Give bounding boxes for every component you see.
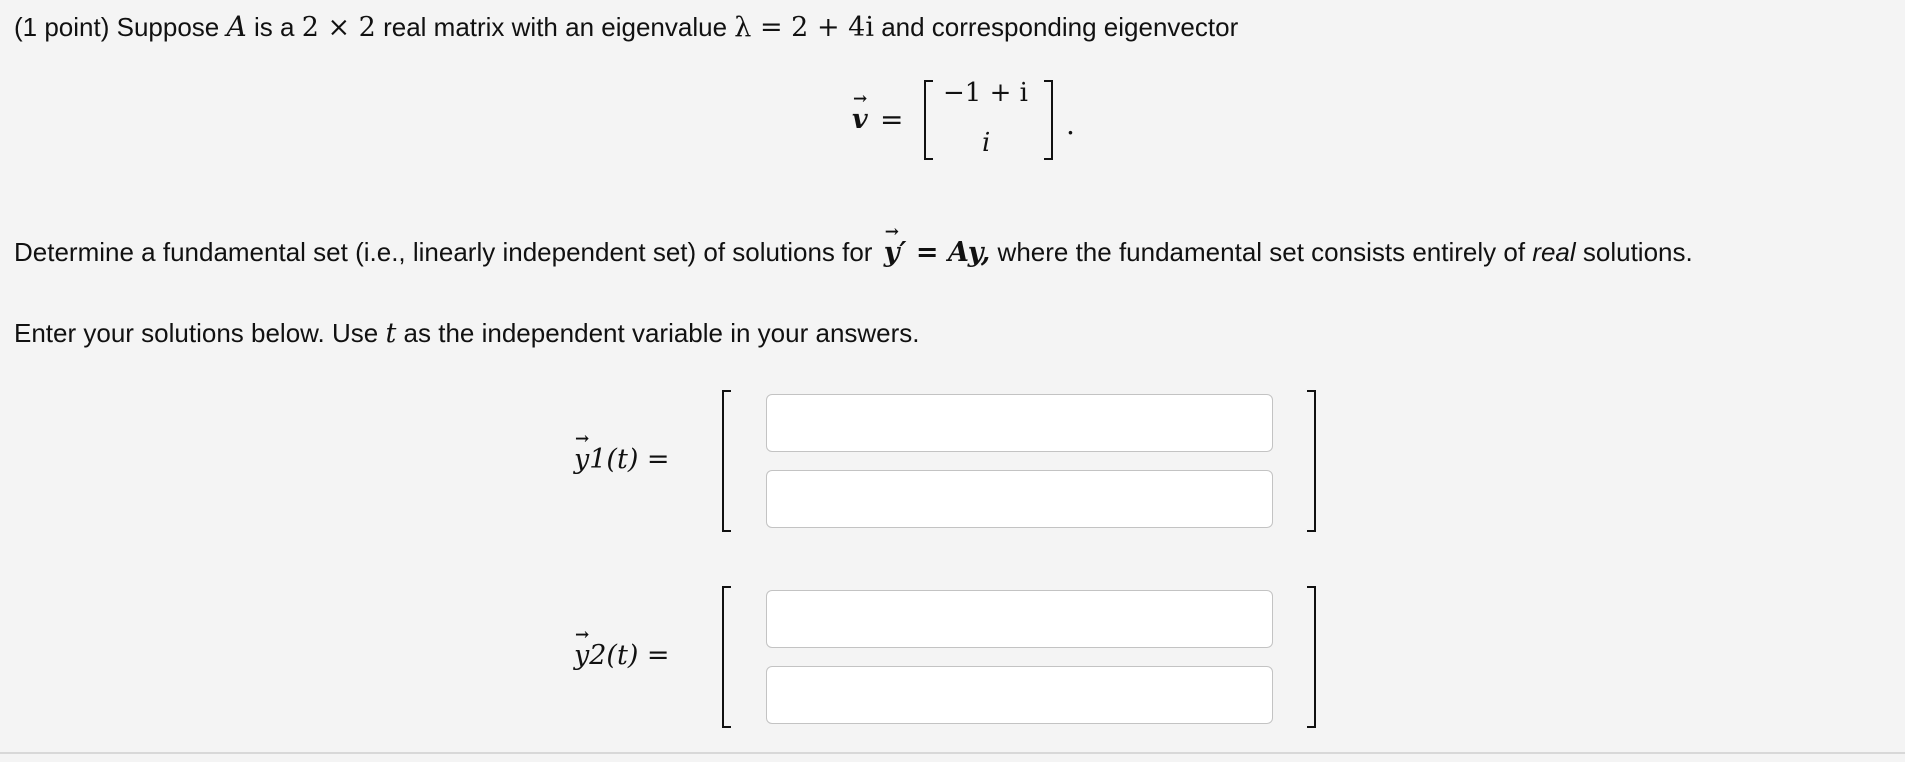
enter-text-1: Enter your solutions below. Use (14, 318, 379, 348)
y2-left-bracket (722, 586, 731, 728)
points-label: (1 point) (14, 12, 110, 42)
intro-text-2: is a (253, 12, 295, 42)
matrix-dims: 2 × 2 (301, 12, 376, 43)
eigvec-equals: = (880, 103, 904, 136)
eigenvalue: λ = 2 + 4i (734, 12, 874, 43)
y1-label: → y1(t) = (574, 444, 670, 475)
determine-text-1: Determine a fundamental set (i.e., linearly independent set) of solutions for (14, 237, 873, 267)
eigvec-right-bracket (1044, 80, 1053, 160)
eigvec-top-entry: −1 + i (943, 78, 1028, 108)
intro-text-3: real matrix with an eigenvalue (383, 12, 728, 42)
y2-top-input[interactable] (766, 590, 1273, 648)
independent-variable: t (385, 318, 397, 349)
intro-text-4: and corresponding eigenvector (881, 12, 1239, 42)
y1-bottom-input[interactable] (766, 470, 1273, 528)
y1-right-bracket (1307, 390, 1316, 532)
eigvec-left-bracket (924, 80, 933, 160)
problem-statement (14, 10, 1238, 43)
y2-bottom-input[interactable] (766, 666, 1273, 724)
eigvec-bottom-entry: i (982, 128, 991, 158)
determine-text (14, 237, 1693, 268)
y2-label: → y2(t) = (574, 640, 670, 671)
y1-left-bracket (722, 390, 731, 532)
determine-text-2: where the fundamental set consists entirely of (997, 237, 1526, 267)
intro-text-1: Suppose (116, 12, 220, 42)
eigvec-symbol: → v (852, 104, 868, 135)
y1-top-input[interactable] (766, 394, 1273, 452)
eigvec-period: . (1066, 108, 1075, 141)
bottom-divider (0, 752, 1905, 754)
enter-text-2: as the independent variable in your answers. (403, 318, 920, 348)
determine-text-3: solutions. (1582, 237, 1693, 267)
real-word: real (1532, 237, 1576, 267)
instructions (14, 318, 920, 349)
ode-equation: → y′ = Ay, (884, 237, 991, 268)
y2-right-bracket (1307, 586, 1316, 728)
matrix-name: A (226, 10, 247, 43)
